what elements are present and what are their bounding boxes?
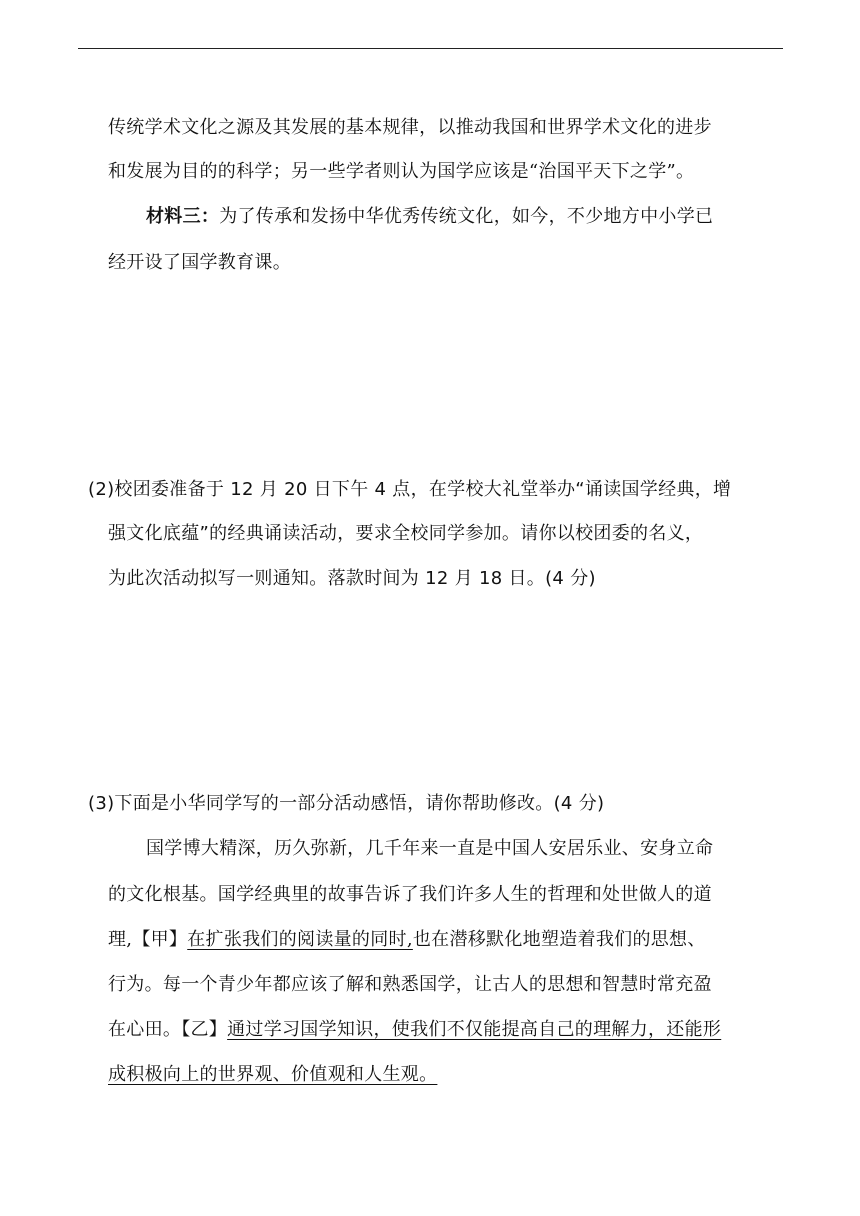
underlined-sentence-yi-part-1: 通过学习国学知识，使我们不仅能提高自己的理解力，还能形 [227,1019,722,1040]
material-two-line-1: 传统学术文化之源及其发展的基本规律，以推动我国和世界学术文化的进步 [108,117,712,138]
question-2-line-1: (2)校团委准备于 12 月 20 日下午 4 点，在学校大礼堂举办“诵读国学经典，增 [88,479,732,500]
material-three-line-1 [146,205,713,229]
line-3-prefix: 理, [108,929,133,950]
question-3-paragraph-line-2: 的文化根基。国学经典里的故事告诉了我们许多人生的哲理和处世做人的道 [108,884,712,905]
material-three-text: 为了传承和发扬中华优秀传统文化，如今，不少地方中小学已 [219,206,714,227]
question-3-prompt: (3)下面是小华同学写的一部分活动感悟，请你帮助修改。(4 分) [88,793,605,814]
question-3-paragraph-line-4: 行为。每一个青少年都应该了解和熟悉国学，让古人的思想和智慧时常充盈 [108,974,712,995]
material-two-line-2: 和发展为目的的科学；另一些学者则认为国学应该是“治国平天下之学”。 [108,161,695,182]
line-5-prefix: 在心田。 [108,1019,182,1040]
question-3-paragraph-line-5 [108,1018,721,1042]
mark-jia: 【甲】 [132,929,188,950]
question-2-line-2: 强文化底蕴”的经典诵读活动，要求全校同学参加。请你以校团委的名义， [108,523,704,544]
question-3-paragraph-line-1: 国学博大精深，历久弥新，几千年来一直是中国人安居乐业、安身立命 [146,838,714,859]
question-3-paragraph-line-3 [108,928,706,952]
underlined-sentence-yi-part-2: 成积极向上的世界观、价值观和人生观。 [108,1064,438,1085]
question-2-line-3: 为此次活动拟写一则通知。落款时间为 12 月 18 日。(4 分) [108,568,596,589]
line-3-suffix: 也在潜移默化地塑造着我们的思想、 [412,929,706,950]
material-three-line-2: 经开设了国学教育课。 [108,252,291,273]
mark-yi: 【乙】 [181,1019,228,1040]
underlined-sentence-jia: 在扩张我们的阅读量的同时, [187,929,413,950]
material-three-label: 材料三： [146,206,220,227]
header-rule [78,48,783,49]
